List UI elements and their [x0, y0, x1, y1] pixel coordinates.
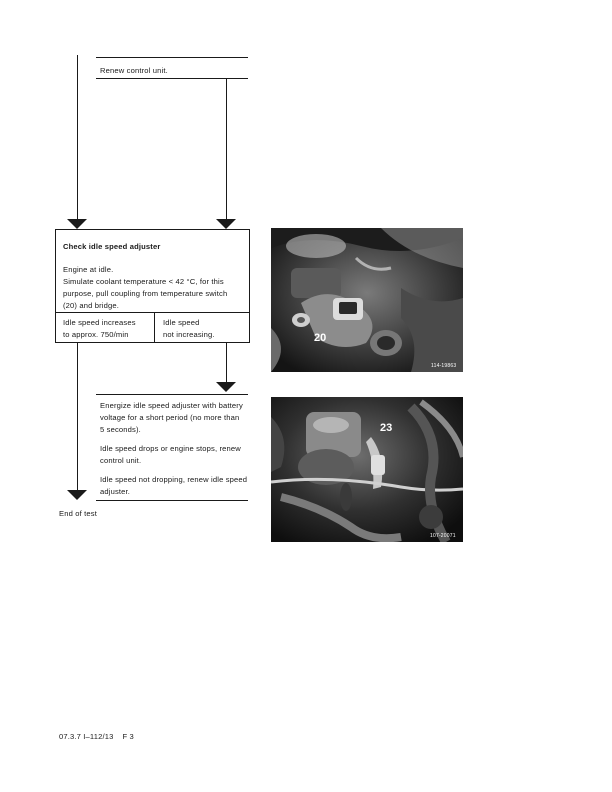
photo-bottom-callout: 23 — [380, 422, 393, 434]
check-idle-speed-box — [55, 229, 250, 343]
idle-speed-adjuster-photo — [271, 397, 463, 542]
photo-top-callout: 20 — [314, 332, 327, 344]
energize-p1-l2: voltage for a short period (no more than — [100, 413, 240, 422]
right-cell-line-1: Idle speed — [163, 318, 200, 327]
photo-bottom-id: 107-20071 — [430, 533, 456, 539]
energize-p1-l3: 5 seconds). — [100, 425, 141, 434]
flow-line-left-bottom — [77, 342, 78, 494]
flow-arrow-left-2 — [67, 490, 87, 500]
check-box-title: Check idle speed adjuster — [63, 242, 161, 251]
page-footer: 07.3.7 I–112/13 F 3 — [59, 732, 134, 741]
check-box-line-2: Simulate coolant temperature < 42 °C, for this — [63, 277, 224, 286]
energize-p2-l2: control unit. — [100, 456, 142, 465]
check-box-cell-divider — [154, 312, 155, 342]
flow-line-left-top — [77, 55, 78, 223]
end-of-test-label: End of test — [59, 509, 97, 518]
temperature-switch-photo — [271, 228, 463, 372]
energize-p3-l2: adjuster. — [100, 487, 131, 496]
energize-bottom-rule — [96, 500, 248, 501]
photo-top-id: 114-19863 — [431, 363, 457, 369]
right-cell-line-2: not increasing. — [163, 330, 215, 339]
check-box-line-3: purpose, pull coupling from temperature switch — [63, 289, 228, 298]
flow-line-right-top — [226, 78, 227, 223]
renew-control-unit-text: Renew control unit. — [100, 66, 168, 75]
left-cell-line-2: to approx. 750/min — [63, 330, 129, 339]
energize-top-rule — [96, 394, 248, 395]
flow-arrow-left-1 — [67, 219, 87, 229]
flow-line-right-mid — [226, 342, 227, 385]
energize-p2-l1: Idle speed drops or engine stops, renew — [100, 444, 241, 453]
check-box-line-4: (20) and bridge. — [63, 301, 120, 310]
check-box-divider — [56, 312, 249, 313]
renew-top-rule — [96, 57, 248, 58]
flow-arrow-right-2 — [216, 382, 236, 392]
energize-p1-l1: Energize idle speed adjuster with battery — [100, 401, 243, 410]
check-box-line-1: Engine at idle. — [63, 265, 114, 274]
left-cell-line-1: Idle speed increases — [63, 318, 136, 327]
energize-p3-l1: Idle speed not dropping, renew idle speed — [100, 475, 248, 484]
flow-arrow-right-1 — [216, 219, 236, 229]
